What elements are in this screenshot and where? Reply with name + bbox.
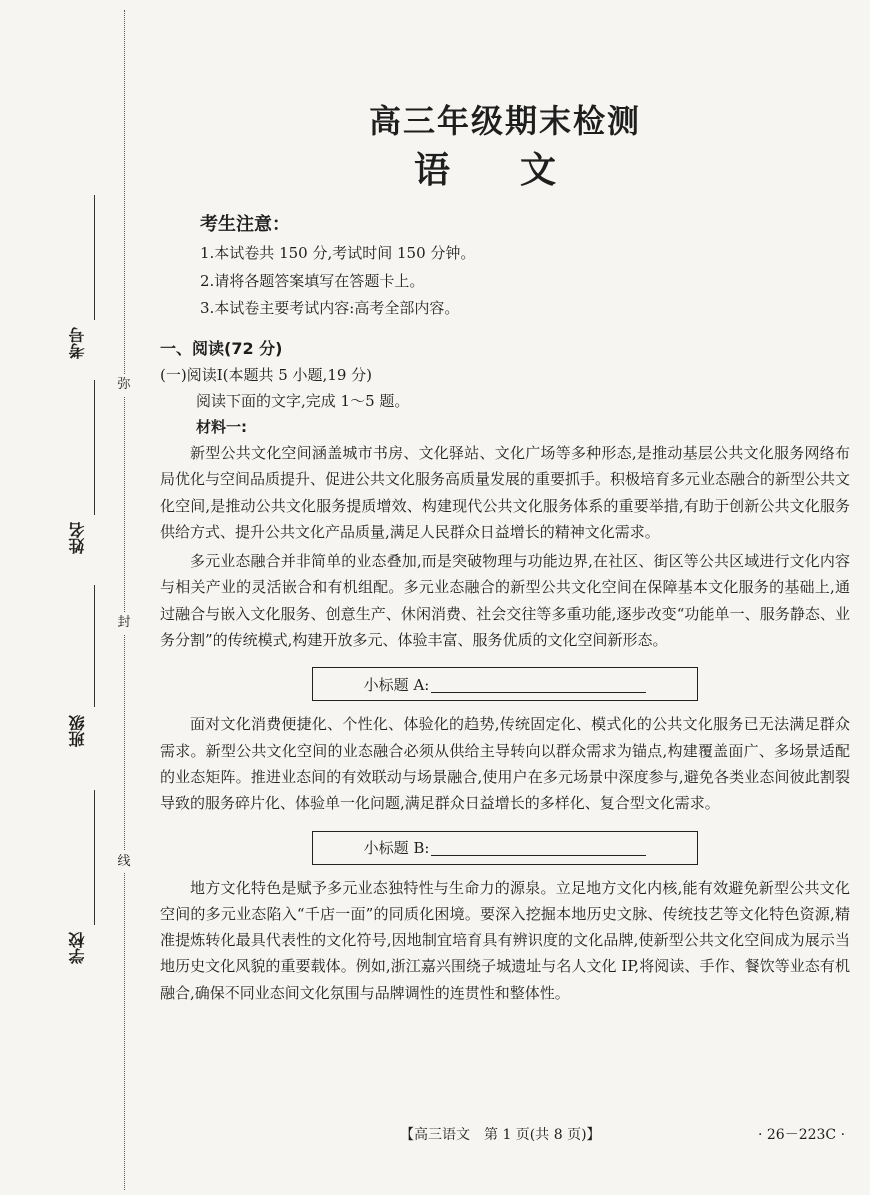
notice-title: 考生注意： [200,214,290,235]
subject-title: 语文 [413,150,626,191]
name-label: 姓名 [68,522,87,554]
school-line [94,790,95,925]
seal-mark-mi: 弥 [113,374,135,396]
exam-number-field[interactable] [66,195,106,365]
candidate-notice [200,210,800,323]
material-label: 材料一: [196,418,247,436]
school-field[interactable] [66,790,106,975]
notice-item: 3.本试卷主要考试内容:高考全部内容。 [200,299,460,317]
paragraph: 面对文化消费便捷化、个性化、体验化的趋势,传统固定化、模式化的公共文化服务已无法满足群众需求。新型公共文化空间的业态融合必须从供给主导转向以群众需求为锚点,构建覆盖面广、多场景适配的业态矩阵。推进业态间的有效联动与场景融合,使用户在多元场景中深度参与,避免各类业态间彼此割裂导致的服务碎片化、体验单一化问题,满足群众日益增长的多样化、复合型文化需求。 [160,715,850,813]
paragraph: 地方文化特色是赋予多元业态独特性与生命力的源泉。立足地方文化内核,能有效避免新型公共文化空间的多元业态陷入“千店一面”的同质化困境。要深入挖掘本地历史文脉、传统技艺等文化特色资源,精准提炼转化最具代表性的文化符号,因地制宜培育具有辨识度的文化品牌,使新型公共文化空间成为展示当地历史文化风貌的重要载体。例如,浙江嘉兴围绕子城遗址与名人文化 IP,将阅读、手作、餐饮等业态有机融合,确保不同业态间文化氛围与品牌调性的连贯性和整体性。 [160,878,850,1002]
sub-section-heading: (一)阅读Ⅰ(本题共 5 小题,19 分) [160,366,373,384]
subheading-b-blank[interactable] [431,839,646,856]
seal-mark-feng: 封 [113,612,135,634]
class-line [94,585,95,707]
name-line [94,380,95,515]
paragraph: 多元业态融合并非简单的业态叠加,而是突破物理与功能边界,在社区、街区等公共区域进行文化内容与相关产业的灵活嵌合和有机组配。多元业态融合的新型公共文化空间在保障基本文化服务的基础上,通过融合与嵌入文化服务、创意生产、休闲消费、社会交往等多重功能,逐步改变“功能单一、服务静态、业务分割”的传统模式,构建开放多元、体验丰富、服务优质的文化空间新形态。 [160,552,850,650]
exam-number-label: 考号 [68,327,87,359]
section-heading: 一、阅读(72 分) [160,339,283,358]
subheading-a-box[interactable] [312,667,698,701]
seal-mark-xian: 线 [113,851,135,873]
name-field[interactable] [66,380,106,565]
notice-item: 2.请将各题答案填写在答题卡上。 [200,271,425,290]
paragraph: 新型公共文化空间涵盖城市书房、文化驿站、文化广场等多种形态,是推动基层公共文化服务网络布局优化与空间品质提升、促进公共文化服务高质量发展的重要抓手。积极培育多元业态融合的新型公共文化空间,是推动公共文化服务提质增效、构建现代公共文化服务体系的重要举措,有助于创新公共文化服务供给方式、提升公共文化产品质量,满足人民群众日益增长的精神文化需求。 [160,444,851,541]
exam-title: 高三年级期末检测 [368,102,641,140]
subheading-a-blank[interactable] [431,676,646,693]
notice-item: 1.本试卷共 150 分,考试时间 150 分钟。 [200,244,476,262]
class-field[interactable] [66,585,106,755]
subheading-b-label: 小标题 B: [363,839,430,858]
class-label: 班级 [68,715,87,747]
school-label: 学校 [68,932,87,964]
subheading-b-box[interactable] [312,831,698,865]
page-info: 【高三语文 第 1 页(共 8 页)】 [400,1127,601,1143]
instruction: 阅读下面的文字,完成 1～5 题。 [196,392,410,410]
subheading-a-label: 小标题 A: [363,675,430,694]
page-footer [0,1124,870,1148]
paper-code: · 26－223C · [758,1127,846,1143]
exam-number-line [94,195,95,320]
reading-section [160,336,850,1006]
